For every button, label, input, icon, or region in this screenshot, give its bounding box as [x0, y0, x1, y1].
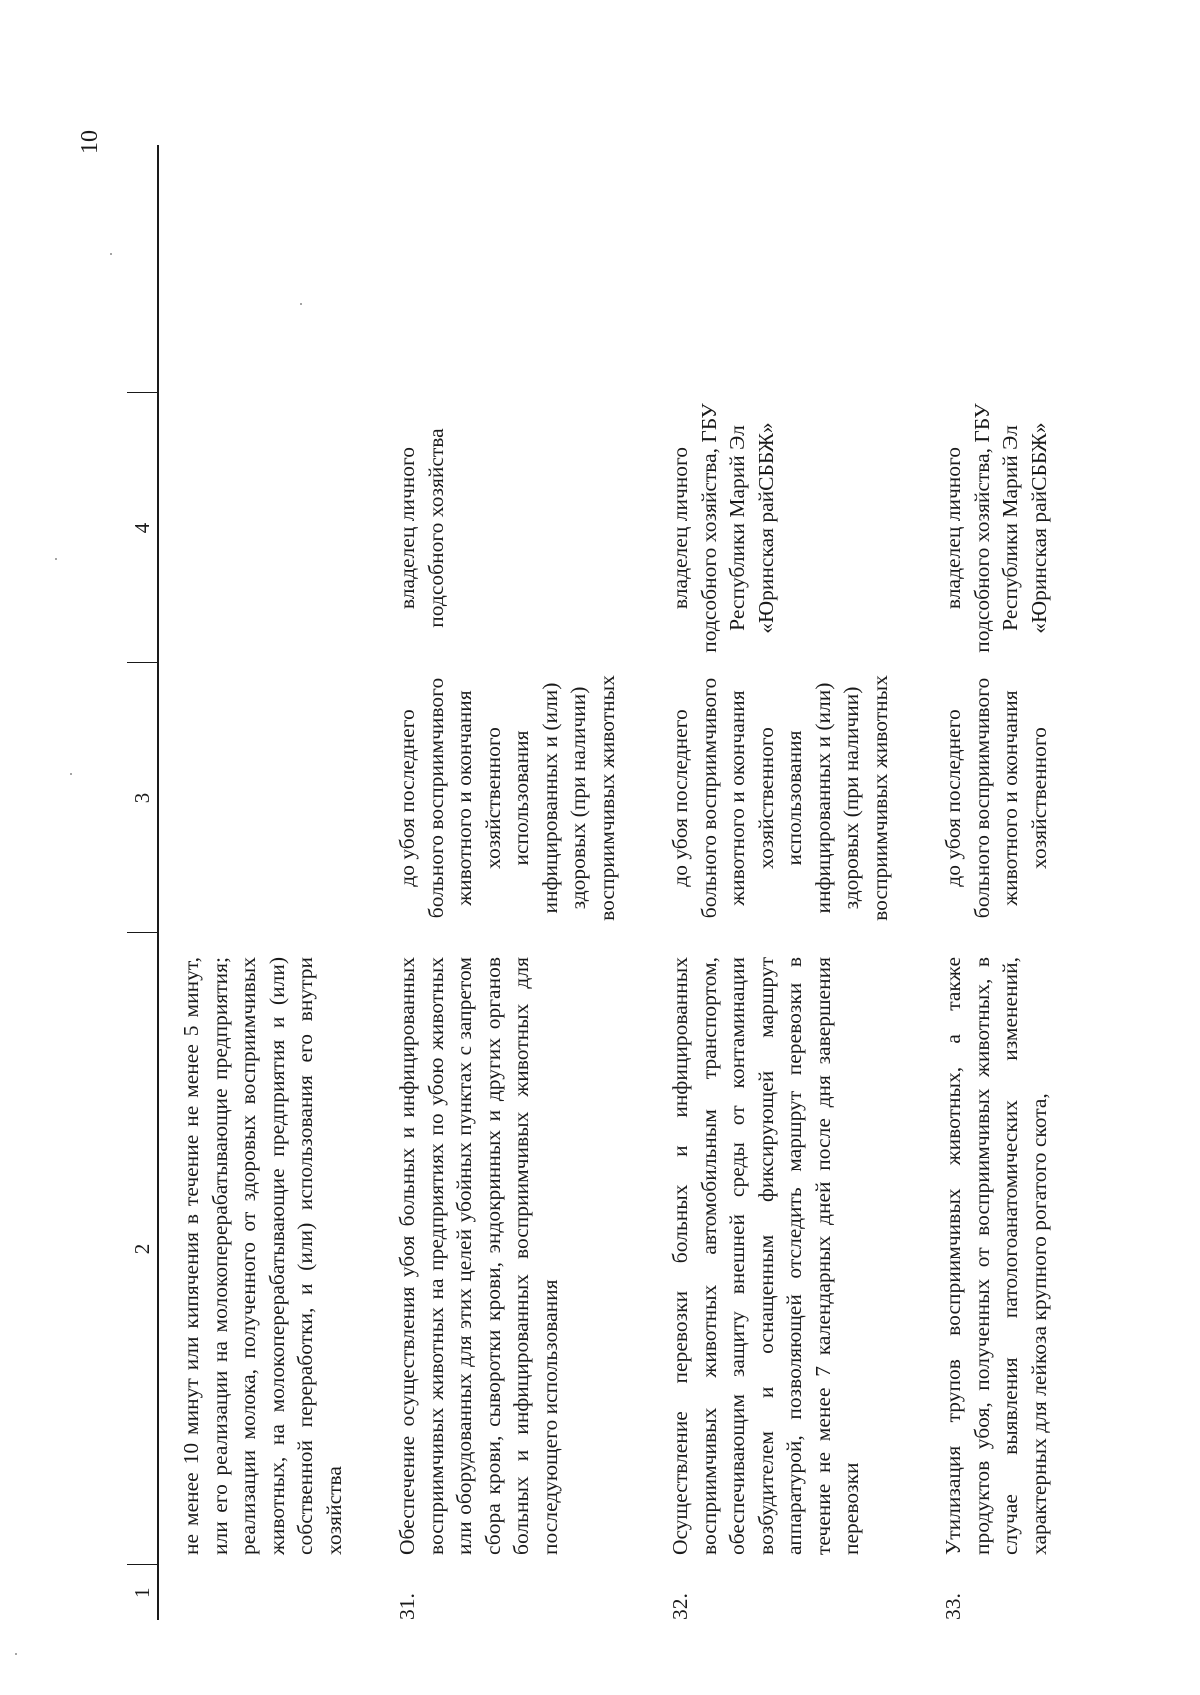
row-number: 31. — [395, 1593, 419, 1620]
row-responsible: владелец личного подсобного хозяйства, ГБУ Республики Марий Эл «Юринская райСББЖ» — [668, 403, 778, 653]
row-term: до убоя последнего больного восприимчивого животного и окончания хозяйственного — [941, 677, 1051, 919]
table-row — [666, 145, 894, 1620]
column-header-measure: 2 — [127, 933, 158, 1565]
table-row — [393, 145, 621, 1620]
row-measure: Осуществление перевозки больных и инфицированных восприимчивых животных автомобильным транспортом, обеспечивающим защиту внешней среды от контаминации возбудителем и оснащенным фиксирующей маршрут аппаратурой, позволяющей отследить маршрут перевозки в течение не менее 7 календарных дней после дня завершения перевозки — [668, 957, 863, 1555]
row-measure: не менее 10 минут или кипячения в течение не менее 5 минут, или его реализации на молокоперерабатывающие предприятия; реализации молока, полученного от здоровых восприимчивых животных, на молокоперерабатывающие предприятия и (или) собственной переработки, и (или) использования его внутри хозяйства — [179, 957, 346, 1555]
scan-speck — [110, 253, 112, 255]
row-number: 33. — [941, 1593, 965, 1620]
row-number — [158, 1565, 348, 1620]
column-header-responsible: 4 — [127, 393, 158, 663]
scan-speck — [70, 773, 72, 775]
row-responsible — [158, 393, 348, 663]
scan-speck — [300, 303, 302, 305]
column-header-blank — [127, 145, 158, 393]
row-term — [158, 663, 348, 933]
row-measure: Утилизация трупов восприимчивых животных, а также продуктов убоя, полученных от восприимчивых животных, в случае выявления патологоанатомических изменений, характерных для лейкоза крупного рогатого скота, — [941, 957, 1051, 1555]
row-responsible: владелец личного подсобного хозяйства — [395, 428, 448, 628]
column-header-number: 1 — [127, 1565, 158, 1620]
column-header-term: 3 — [127, 663, 158, 933]
table-row — [158, 145, 348, 1620]
row-term: до убоя последнего больного восприимчивого животного и окончания хозяйственного использования инфицированных и (или) здоровых (при наличии) восприимчивых животных — [668, 675, 892, 921]
table-header-row — [127, 145, 158, 1620]
scan-speck — [55, 558, 57, 560]
row-number: 32. — [668, 1593, 692, 1620]
table-row — [939, 145, 1053, 1620]
row-responsible: владелец личного подсобного хозяйства, ГБУ Республики Марий Эл «Юринская райСББЖ» — [941, 403, 1051, 653]
row-measure: Обеспечение осуществления убоя больных и инфицированных восприимчивых животных на предприятиях по убою животных или оборудованных для этих целей убойных пунктах с запретом сбора крови, сыворотки крови, эндокринных и других органов больных и инфицированных восприимчивых животных для последующего использования — [395, 957, 562, 1555]
measures-table — [127, 145, 1053, 1620]
row-term: до убоя последнего больного восприимчивого животного и окончания хозяйственного использования инфицированных и (или) здоровых (при наличии) восприимчивых животных — [395, 675, 619, 921]
scan-speck — [15, 1653, 17, 1655]
page-number: 10 — [77, 130, 103, 154]
